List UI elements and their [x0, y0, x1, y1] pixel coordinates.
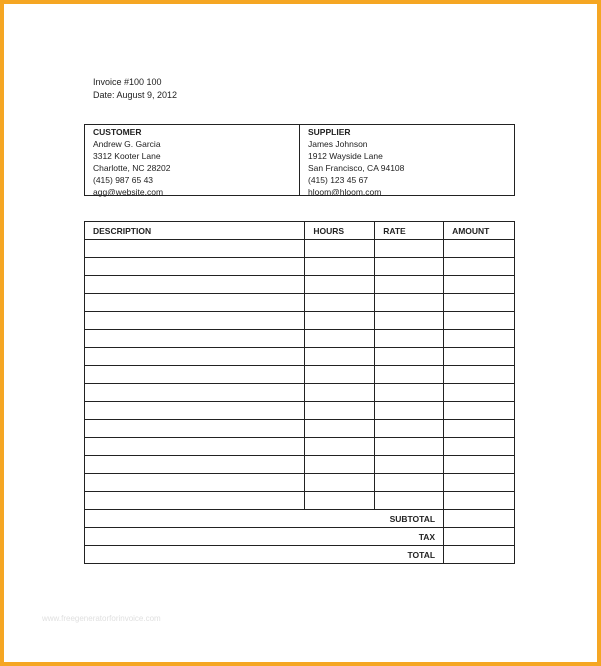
description-cell[interactable]: [85, 330, 305, 348]
hours-cell[interactable]: [305, 420, 375, 438]
rate-cell[interactable]: [375, 366, 444, 384]
rate-cell[interactable]: [375, 456, 444, 474]
hours-cell[interactable]: [305, 402, 375, 420]
amount-cell[interactable]: [444, 348, 515, 366]
hours-cell[interactable]: [305, 384, 375, 402]
customer-line: agg@website.com: [93, 187, 164, 197]
description-cell[interactable]: [85, 312, 305, 330]
description-cell[interactable]: [85, 456, 305, 474]
customer-line: Charlotte, NC 28202: [93, 163, 171, 173]
amount-cell[interactable]: [444, 474, 515, 492]
description-cell[interactable]: [85, 492, 305, 510]
description-cell[interactable]: [85, 258, 305, 276]
hours-cell[interactable]: [305, 438, 375, 456]
hours-cell[interactable]: [305, 492, 375, 510]
description-cell[interactable]: [85, 474, 305, 492]
amount-cell[interactable]: [444, 330, 515, 348]
supplier-line: hloom@hloom.com: [308, 187, 382, 197]
rate-cell[interactable]: [375, 276, 444, 294]
item-rows: [85, 240, 515, 510]
table-row: [85, 402, 515, 420]
amount-cell[interactable]: [444, 366, 515, 384]
amount-cell[interactable]: [444, 402, 515, 420]
subtotal-label: SUBTOTAL: [85, 510, 444, 528]
customer-line: (415) 987 65 43: [93, 175, 154, 185]
rate-cell[interactable]: [375, 492, 444, 510]
table-row: [85, 312, 515, 330]
tax-value[interactable]: [444, 528, 515, 546]
watermark-text: www.freegeneratorforinvoice.com: [42, 614, 161, 623]
amount-cell[interactable]: [444, 276, 515, 294]
table-row: [85, 456, 515, 474]
description-cell[interactable]: [85, 294, 305, 312]
description-cell[interactable]: [85, 240, 305, 258]
customer-block: [85, 125, 299, 195]
hours-cell[interactable]: [305, 312, 375, 330]
invoice-date: Date: August 9, 2012: [93, 90, 178, 100]
amount-cell[interactable]: [444, 294, 515, 312]
customer-line: Andrew G. Garcia: [93, 139, 161, 149]
total-row: [85, 546, 515, 564]
rate-cell[interactable]: [375, 294, 444, 312]
customer-line: 3312 Kooter Lane: [93, 151, 161, 161]
amount-cell[interactable]: [444, 492, 515, 510]
description-cell[interactable]: [85, 402, 305, 420]
table-row: [85, 294, 515, 312]
amount-cell[interactable]: [444, 438, 515, 456]
supplier-heading: SUPPLIER: [308, 127, 351, 137]
description-cell[interactable]: [85, 348, 305, 366]
line-items-table: [84, 221, 515, 564]
hours-cell[interactable]: [305, 366, 375, 384]
table-row: [85, 366, 515, 384]
rate-cell[interactable]: [375, 330, 444, 348]
supplier-block: [299, 125, 514, 195]
tax-row: [85, 528, 515, 546]
table-row: [85, 330, 515, 348]
amount-cell[interactable]: [444, 384, 515, 402]
total-label: TOTAL: [85, 546, 444, 564]
table-row: [85, 276, 515, 294]
table-row: [85, 240, 515, 258]
hours-cell[interactable]: [305, 258, 375, 276]
table-row: [85, 474, 515, 492]
description-cell[interactable]: [85, 276, 305, 294]
header-hours: HOURS: [305, 222, 375, 240]
header-amount: AMOUNT: [444, 222, 515, 240]
invoice-number: Invoice #100 100: [93, 77, 162, 87]
hours-cell[interactable]: [305, 474, 375, 492]
amount-cell[interactable]: [444, 420, 515, 438]
table-row: [85, 258, 515, 276]
tax-label: TAX: [85, 528, 444, 546]
subtotal-value[interactable]: [444, 510, 515, 528]
table-header-row: [85, 222, 515, 240]
total-value[interactable]: [444, 546, 515, 564]
supplier-line: (415) 123 45 67: [308, 175, 369, 185]
customer-heading: CUSTOMER: [93, 127, 142, 137]
subtotal-row: [85, 510, 515, 528]
rate-cell[interactable]: [375, 312, 444, 330]
hours-cell[interactable]: [305, 456, 375, 474]
hours-cell[interactable]: [305, 276, 375, 294]
description-cell[interactable]: [85, 438, 305, 456]
description-cell[interactable]: [85, 420, 305, 438]
rate-cell[interactable]: [375, 438, 444, 456]
rate-cell[interactable]: [375, 384, 444, 402]
hours-cell[interactable]: [305, 240, 375, 258]
totals-section: [85, 510, 515, 564]
rate-cell[interactable]: [375, 474, 444, 492]
header-description: DESCRIPTION: [85, 222, 305, 240]
rate-cell[interactable]: [375, 420, 444, 438]
header-rate: RATE: [375, 222, 444, 240]
rate-cell[interactable]: [375, 402, 444, 420]
hours-cell[interactable]: [305, 330, 375, 348]
amount-cell[interactable]: [444, 240, 515, 258]
supplier-line: San Francisco, CA 94108: [308, 163, 405, 173]
amount-cell[interactable]: [444, 258, 515, 276]
hours-cell[interactable]: [305, 294, 375, 312]
table-row: [85, 438, 515, 456]
supplier-line: 1912 Wayside Lane: [308, 151, 383, 161]
parties-box: [84, 124, 515, 196]
table-row: [85, 384, 515, 402]
description-cell[interactable]: [85, 366, 305, 384]
amount-cell[interactable]: [444, 312, 515, 330]
amount-cell[interactable]: [444, 456, 515, 474]
table-row: [85, 420, 515, 438]
supplier-line: James Johnson: [308, 139, 368, 149]
rate-cell[interactable]: [375, 258, 444, 276]
rate-cell[interactable]: [375, 240, 444, 258]
hours-cell[interactable]: [305, 348, 375, 366]
table-row: [85, 492, 515, 510]
rate-cell[interactable]: [375, 348, 444, 366]
description-cell[interactable]: [85, 384, 305, 402]
table-row: [85, 348, 515, 366]
invoice-meta: [93, 76, 177, 102]
